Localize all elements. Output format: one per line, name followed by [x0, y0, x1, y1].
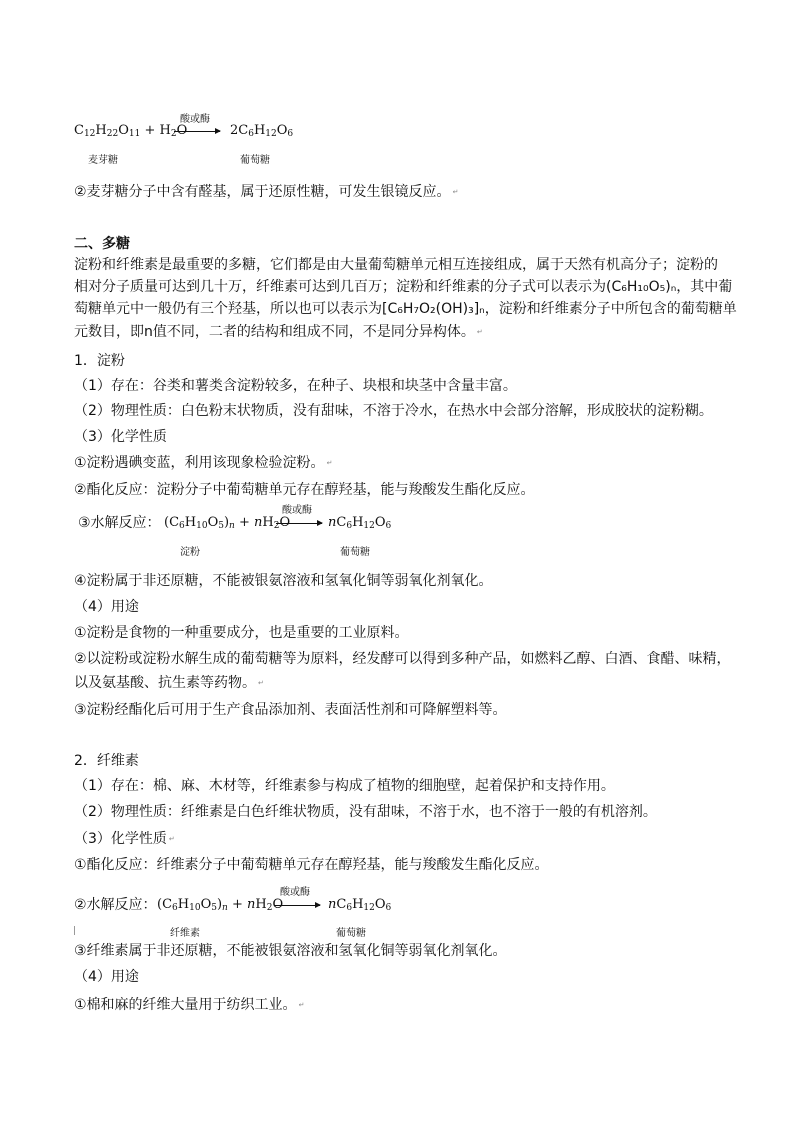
starch-eq-rhs: $nC_6H_{12}O_6$: [328, 515, 392, 531]
cellulose-eq-lhs: $(C_6H_{10}O_5)_n + nH_2O$: [157, 897, 284, 913]
text-cursor-mark: [74, 926, 75, 935]
paragraph-mark-icon: ↵: [168, 835, 175, 843]
starch-use-2-line-1: ②以淀粉或淀粉水解生成的葡萄糖等为原料，经发酵可以得到多种产品，如燃料乙醇、白酒、食醋、味精，: [74, 651, 731, 667]
cellulose-chem-1: ①酯化反应：纤维素分子中葡萄糖单元存在醇羟基，能与羧酸发生酯化反应。: [74, 857, 549, 873]
paragraph-mark-icon: ↵: [476, 328, 483, 336]
starch-chem-3-prefix: ③水解反应：: [78, 515, 161, 531]
starch-eq-label-glucose: 葡萄糖: [340, 547, 370, 558]
cellulose-title: 2．纤维素: [74, 753, 139, 769]
paragraph-mark-icon: ↵: [326, 459, 333, 467]
starch-chem-2: ②酯化反应：淀粉分子中葡萄糖单元存在醇羟基，能与羧酸发生酯化反应。: [74, 482, 535, 498]
cellulose-chemical-title: （3）化学性质 ↵: [74, 831, 175, 847]
starch-title: 1．淀粉: [74, 353, 125, 369]
eq-maltose-arrow: [174, 131, 220, 132]
cellulose-eq-label-glucose: 葡萄糖: [336, 928, 366, 939]
starch-eq-condition: 酸或酶: [282, 505, 312, 516]
intro-line-1: 淀粉和纤维素是最重要的多糖，它们都是由大量葡萄糖单元相互连接组成，属于天然有机高分子；淀粉的: [74, 257, 718, 273]
starch-eq-label-starch: 淀粉: [180, 547, 200, 558]
starch-use-3: ③淀粉经酯化后可用于生产食品添加剂、表面活性剂和可降解塑料等。: [74, 702, 507, 718]
starch-eq-lhs: $(C_6H_{10}O_5)_n + nH_2O$: [164, 515, 291, 531]
eq-maltose-condition: 酸或酶: [180, 114, 210, 125]
cellulose-eq-arrow: [274, 905, 320, 906]
eq-maltose-label-glucose: 葡萄糖: [240, 155, 270, 166]
cellulose-use-1: ①棉和麻的纤维大量用于纺织工业。 ↵: [74, 997, 305, 1013]
starch-chemical-title: （3）化学性质: [74, 429, 167, 445]
paragraph-mark-icon: ↵: [298, 1001, 305, 1009]
section-heading-polysaccharides: 二、多糖: [74, 236, 130, 252]
starch-existence: （1）存在：谷类和薯类含淀粉较多，在种子、块根和块茎中含量丰富。: [74, 378, 517, 394]
intro-line-2: 相对分子质量可达到几十万，纤维素可达到几百万；淀粉和纤维素的分子式可以表示为(C₆H₁₀O₅)ₙ，其中葡: [74, 279, 733, 295]
starch-chem-1: ①淀粉遇碘变蓝，利用该现象检验淀粉。 ↵: [74, 455, 333, 471]
paragraph-mark-icon: ↵: [258, 679, 264, 687]
cellulose-chem-2-prefix: ②水解反应：: [74, 897, 157, 913]
intro-line-3: 萄糖单元中一般仍有三个羟基，所以也可以表示为[C₆H₇O₂(OH)₃]ₙ，淀粉和纤维素分子中所包含的葡萄糖单: [74, 301, 737, 317]
cellulose-use-title: （4）用途: [74, 969, 139, 985]
starch-use-1: ①淀粉是食物的一种重要成分，也是重要的工业原料。: [74, 625, 409, 641]
cellulose-eq-label-cellulose: 纤维素: [170, 928, 200, 939]
cellulose-eq-rhs: $nC_6H_{12}O_6$: [328, 897, 392, 913]
eq-maltose-label-maltose: 麦芽糖: [88, 155, 118, 166]
eq-maltose-rhs: $2C_6H_{12}O_6$: [230, 123, 294, 139]
cellulose-chem-3: ③纤维素属于非还原糖，不能被银氨溶液和氢氧化铜等弱氧化剂氧化。: [74, 943, 507, 959]
starch-use-title: （4）用途: [74, 599, 139, 615]
intro-line-4: 元数目，即n值不同，二者的结构和组成不同，不是同分异构体。 ↵: [74, 324, 483, 340]
eq-maltose-lhs: $C_{12}H_{22}O_{11} + H_2O$: [74, 123, 188, 139]
starch-eq-arrow: [276, 523, 322, 524]
cellulose-existence: （1）存在：棉、麻、木材等，纤维素参与构成了植物的细胞壁，起着保护和支持作用。: [74, 778, 615, 794]
cellulose-eq-condition: 酸或酶: [280, 887, 310, 898]
paragraph-mark-icon: ↵: [452, 188, 459, 196]
starch-use-2-line-2: 以及氨基酸、抗生素等药物。 ↵: [74, 675, 264, 691]
maltose-note: ②麦芽糖分子中含有醛基，属于还原性糖，可发生银镜反应。 ↵: [74, 184, 459, 200]
starch-chem-4: ④淀粉属于非还原糖，不能被银氨溶液和氢氧化铜等弱氧化剂氧化。: [74, 573, 493, 589]
starch-physical: （2）物理性质：白色粉末状物质，没有甜味，不溶于冷水，在热水中会部分溶解，形成胶状的淀粉糊。: [74, 403, 713, 419]
cellulose-physical: （2）物理性质：纤维素是白色纤维状物质，没有甜味，不溶于水，也不溶于一般的有机溶剂。: [74, 804, 657, 820]
